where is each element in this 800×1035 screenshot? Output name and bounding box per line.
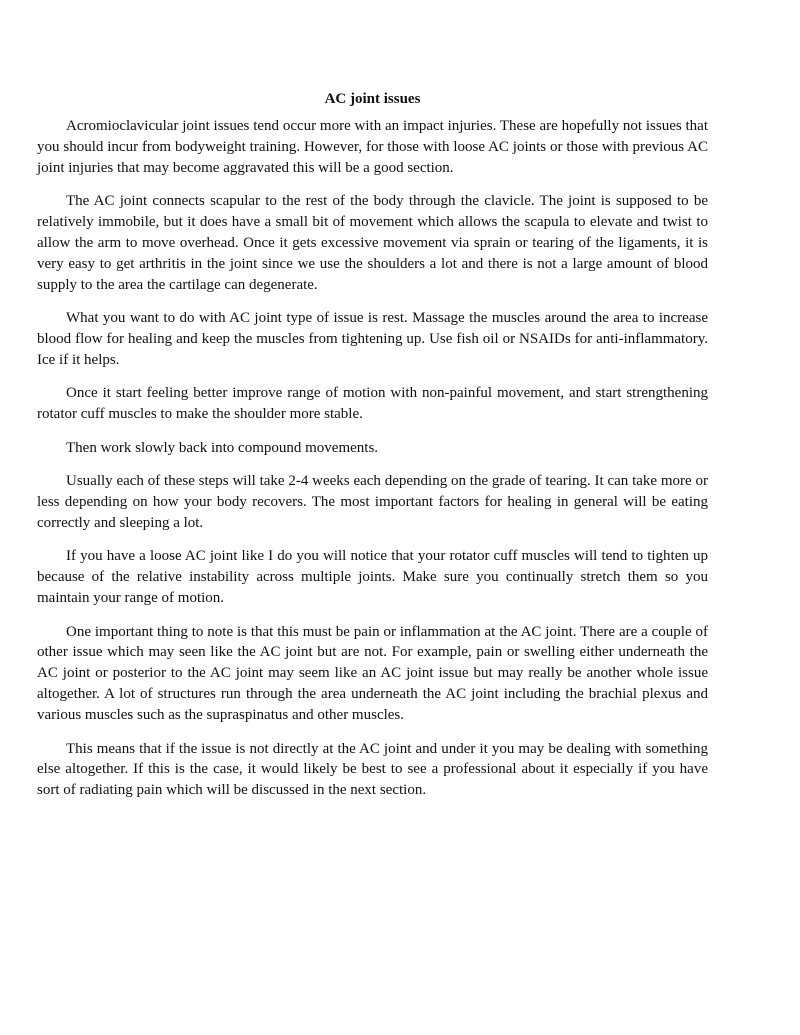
document-body — [37, 89, 708, 814]
paragraph-range-of-motion: Once it start feeling better improve range of motion with non-painful movement, and start strengthening rotator cuff muscles to make the shoulder more stable. — [37, 385, 708, 423]
paragraph-loose-joint: If you have a loose AC joint like I do you will notice that your rotator cuff muscles will tend to tighten up because of the relative instability across multiple joints. Make sure you continually stretch them so you maintain your range of motion. — [37, 548, 708, 607]
paragraph-treatment: What you want to do with AC joint type of issue is rest. Massage the muscles around the area to increase blood flow for healing and keep the muscles from tightening up. Use fish oil or NSAIDs for anti-inflammatory. Ice if it helps. — [37, 310, 708, 368]
section-title: AC joint issues — [324, 91, 421, 107]
paragraph-referral: This means that if the issue is not directly at the AC joint and under it you may be dealing with something else altogether. If this is the case, it would likely be best to see a professional about it especially if you have sort of radiating pain which will be discussed in the next section. — [37, 740, 708, 799]
paragraph-differential: One important thing to note is that this must be pain or inflammation at the AC joint. There are a couple of other issue which may seen like the AC joint but are not. For example, pain or swelling either underneath the AC joint or posterior to the AC joint may seem like an AC joint issue but may really be another whole issue altogether. A lot of structures run through the area underneath the AC joint including the brachial plexus and various muscles such as the supraspinatus and other muscles. — [37, 623, 708, 724]
paragraph-timeline: Usually each of these steps will take 2-4 weeks each depending on the grade of tearing. It can take more or less depending on how your body recovers. The most important factors for healing in general will be eating correctly and sleeping a lot. — [37, 473, 708, 531]
paragraph-anatomy: The AC joint connects scapular to the rest of the body through the clavicle. The joint is supposed to be relatively immobile, but it does have a small bit of movement which allows the scapula to elevate and twist to allow the arm to move overhead. Once it gets excessive movement via sprain or tearing of the ligaments, it is very easy to get arthritis in the joint since we use the shoulders a lot and there is not a large amount of blood supply to the area the cartilage can degenerate. — [37, 193, 708, 293]
paragraph-compound-movements: Then work slowly back into compound movements. — [66, 439, 379, 456]
paragraph-intro: Acromioclavicular joint issues tend occur more with an impact injuries. These are hopefully not issues that you should incur from bodyweight training. However, for those with loose AC joints or those with previous AC joint injuries that may become aggravated this will be a good section. — [37, 117, 708, 176]
